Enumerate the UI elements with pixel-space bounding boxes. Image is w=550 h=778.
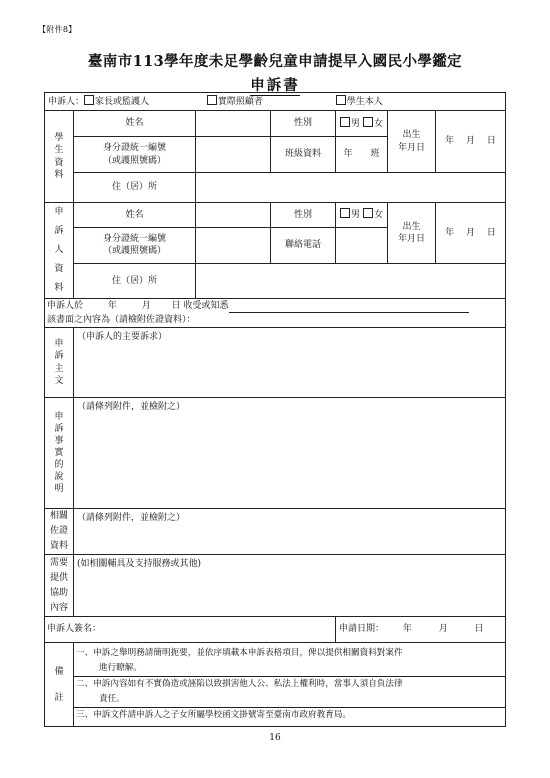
student-self-option-label: 學生本人 <box>346 96 383 107</box>
appeal-main-label: 申 訴 主 文 <box>45 328 74 398</box>
appeal-form-table <box>44 92 506 727</box>
appeal-main-field[interactable]: （申訴人的主要訴求） <box>74 328 506 398</box>
appellant-male-checkbox[interactable] <box>340 208 350 218</box>
notice-year-label: 年 <box>107 301 117 311</box>
student-male-checkbox[interactable] <box>340 117 350 127</box>
student-dob-field[interactable]: 年 月 日 <box>436 111 506 173</box>
appellant-address-field[interactable] <box>196 263 506 298</box>
signature-label: 申訴人簽名： <box>47 624 102 635</box>
date-year-label: 年 <box>402 624 412 635</box>
appellant-section-label: 申 訴 人 資 料 <box>45 203 74 299</box>
student-section-label: 學 生 資 料 <box>45 111 74 203</box>
note-1: 一、申訴之舉明務請簡明扼要，並依序填載本申訴表格項目，俾以提供相關資料對案件 <box>76 648 403 658</box>
notes-content <box>74 643 506 727</box>
page-number: 16 <box>269 733 281 743</box>
student-id-field[interactable] <box>196 137 271 173</box>
appeal-facts-field[interactable]: （請條列附件，並檢附之） <box>74 398 506 509</box>
appellant-phone-field[interactable] <box>336 227 388 263</box>
student-class-label: 班級資料 <box>271 137 336 173</box>
applicant-type-row <box>45 93 506 111</box>
guardian-option-label: 家長或監護人 <box>95 96 150 107</box>
notice-content-line[interactable] <box>229 303 469 313</box>
signature-field[interactable] <box>45 617 336 643</box>
appellant-female-checkbox[interactable] <box>363 208 373 218</box>
assistance-label: 需要 提供 協助 內容 <box>45 555 74 617</box>
notice-day-label: 日 收受或知悉 <box>171 301 229 311</box>
applicant-label: 申訴人： <box>48 96 85 107</box>
note-3: 三、申訴文件請申訴人之子女所屬學校函文掛號寄至臺南市政府教育局。 <box>74 707 505 723</box>
note-2: 二、申訴內容如有不實偽造或誣陷以致損害他人公、私法上權利時，當事人須自負法律 <box>74 676 505 692</box>
student-id-label: 身分證統一編號 （或護照號碼） <box>74 137 196 173</box>
assistance-field[interactable]: (如相關輔具及支持服務或其他) <box>74 555 506 617</box>
appellant-gender-field[interactable]: 男 女 <box>336 203 388 228</box>
notes-label: 備 註 <box>45 643 74 727</box>
appellant-id-label: 身分證統一編號 （或護照號碼） <box>74 227 196 263</box>
evidence-field[interactable]: （請條列附件，並檢附之） <box>74 509 506 555</box>
student-name-label: 姓名 <box>74 111 196 137</box>
annex-label: 【附件8】 <box>38 25 77 34</box>
student-self-checkbox[interactable] <box>336 95 346 105</box>
evidence-label: 相關 佐證 資料 <box>45 509 74 555</box>
student-female-checkbox[interactable] <box>363 117 373 127</box>
notice-row <box>45 299 506 328</box>
appellant-dob-label: 出生 年月日 <box>388 203 436 264</box>
note-1-cont: 進行瞭解。 <box>99 663 142 673</box>
student-name-field[interactable] <box>196 111 271 137</box>
student-address-field[interactable] <box>196 173 506 203</box>
student-gender-label: 性別 <box>271 111 336 137</box>
date-day-label: 日 <box>474 624 484 635</box>
notice-month-label: 月 <box>141 301 151 311</box>
guardian-checkbox[interactable] <box>84 95 94 105</box>
date-month-label: 月 <box>438 624 448 635</box>
application-date-field[interactable] <box>336 617 506 643</box>
page-title: 臺南市113學年度未足學齡兒童申請提早入國民小學鑑定 <box>87 53 463 70</box>
appeal-facts-label: 申 訴 事 實 的 說 明 <box>45 398 74 509</box>
appellant-phone-label: 聯絡電話 <box>271 227 336 263</box>
student-address-label: 住（居）所 <box>74 173 196 203</box>
appellant-name-label: 姓名 <box>74 203 196 228</box>
appellant-id-field[interactable] <box>196 227 271 263</box>
note-2-cont: 責任。 <box>99 694 125 704</box>
appellant-name-field[interactable] <box>196 203 271 228</box>
application-date-label: 申請日期： <box>339 624 385 635</box>
notice-prefix: 申訴人於 <box>47 301 84 311</box>
form-subtitle-text: 申訴書 <box>250 77 300 94</box>
student-dob-label: 出生 年月日 <box>388 111 436 173</box>
caregiver-option-label: 實際照顧者 <box>217 96 263 107</box>
student-class-field[interactable]: 年 班 <box>336 137 388 173</box>
appellant-address-label: 住（居）所 <box>74 263 196 298</box>
notice-line2: 該書面之內容為（請檢附佐證資料）： <box>47 315 196 325</box>
student-gender-field[interactable]: 男 女 <box>336 111 388 137</box>
appellant-dob-field[interactable]: 年 月 日 <box>436 203 506 264</box>
appellant-gender-label: 性別 <box>271 203 336 228</box>
caregiver-checkbox[interactable] <box>207 95 217 105</box>
